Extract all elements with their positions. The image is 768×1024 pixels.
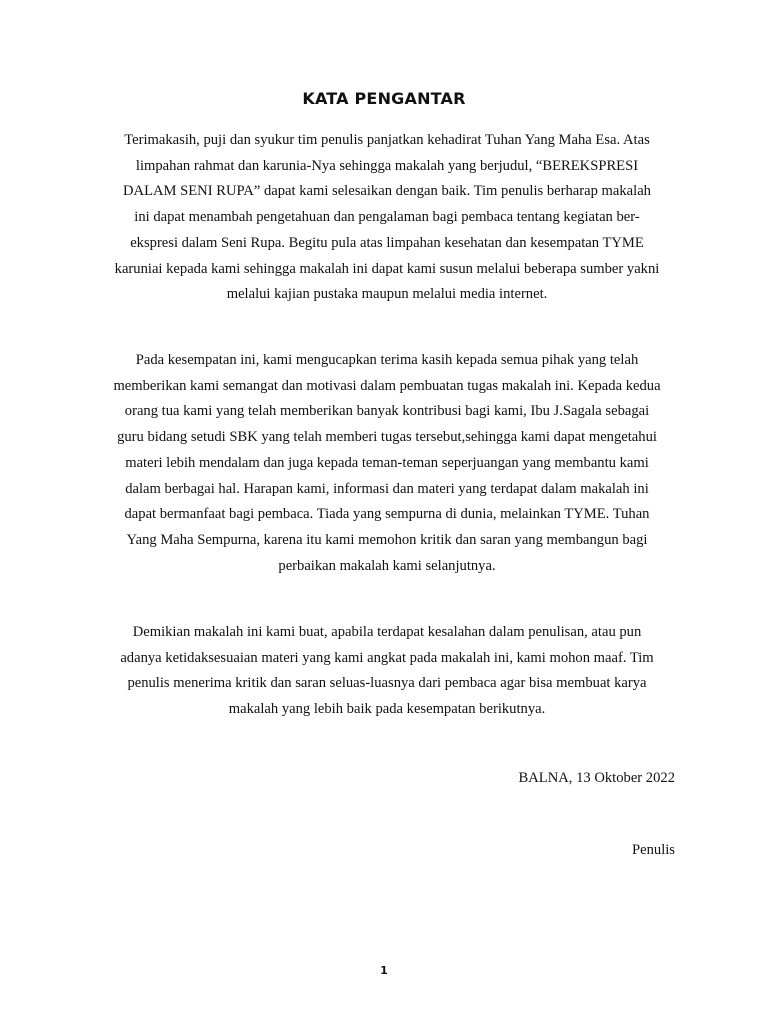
paragraph-2 xyxy=(92,348,682,579)
text-line: Terimakasih, puji dan syukur tim penulis panjatkan kehadirat Tuhan Yang Maha Esa. Atas xyxy=(124,132,650,148)
page-title: KATA PENGANTAR xyxy=(302,89,466,108)
text-line: dalam berbagai hal. Harapan kami, informasi dan materi yang terdapat dalam makalah ini xyxy=(125,480,649,497)
text-line: guru bidang setudi SBK yang telah memberi tugas tersebut,sehingga kami dapat mengetahui xyxy=(117,429,657,446)
text-line: orang tua kami yang telah memberikan banyak kontribusi bagi kami, Ibu J.Sagala sebagai xyxy=(124,403,650,420)
text-line: limpahan rahmat dan karunia-Nya sehingga makalah yang berjudul, “BEREKSPRESI xyxy=(135,157,639,174)
text-line: adanya ketidaksesuaian materi yang kami angkat pada makalah ini, kami mohon maaf. Tim xyxy=(120,649,654,666)
signer-name: Penulis xyxy=(632,842,675,858)
text-line: Pada kesempatan ini, kami mengucapkan terima kasih kepada semua pihak yang telah xyxy=(135,352,639,368)
place-date: BALNA, 13 Oktober 2022 xyxy=(518,770,675,786)
text-line: dapat bermanfaat bagi pembaca. Tiada yang sempurna di dunia, melainkan TYME. Tuhan xyxy=(124,506,650,523)
text-line: Demikian makalah ini kami buat, apabila terdapat kesalahan dalam penulisan, atau pun xyxy=(132,624,642,640)
paragraph-1 xyxy=(92,128,682,308)
text-line: memberikan kami semangat dan motivasi dalam pembuatan tugas makalah ini. Kepada kedua xyxy=(113,377,661,394)
text-line: melalui kajian pustaka maupun melalui media internet. xyxy=(226,286,548,303)
text-line: karuniai kepada kami sehingga makalah ini dapat kami susun melalui beberapa sumber yakni xyxy=(114,260,660,277)
text-line: Yang Maha Sempurna, karena itu kami memohon kritik dan saran yang membangun bagi xyxy=(126,531,648,548)
text-line: ekspresi dalam Seni Rupa. Begitu pula atas limpahan kesehatan dan kesempatan TYME xyxy=(130,234,644,251)
paragraph-3 xyxy=(92,620,682,723)
text-line: materi lebih mendalam dan juga kepada teman-teman seperjuangan yang membantu kami xyxy=(125,454,649,471)
page-number: 1 xyxy=(380,964,388,977)
text-line: ini dapat menambah pengetahuan dan pengalaman bagi pembaca tentang kegiatan ber- xyxy=(134,209,640,226)
text-line: penulis menerima kritik dan saran seluas-luasnya dari pembaca agar bisa membuat karya xyxy=(127,675,647,692)
text-line: DALAM SENI RUPA” dapat kami selesaikan dengan baik. Tim penulis berharap makalah xyxy=(123,183,651,200)
text-line: perbaikan makalah kami selanjutnya. xyxy=(278,557,496,574)
text-line: makalah yang lebih baik pada kesempatan berikutnya. xyxy=(228,701,546,718)
